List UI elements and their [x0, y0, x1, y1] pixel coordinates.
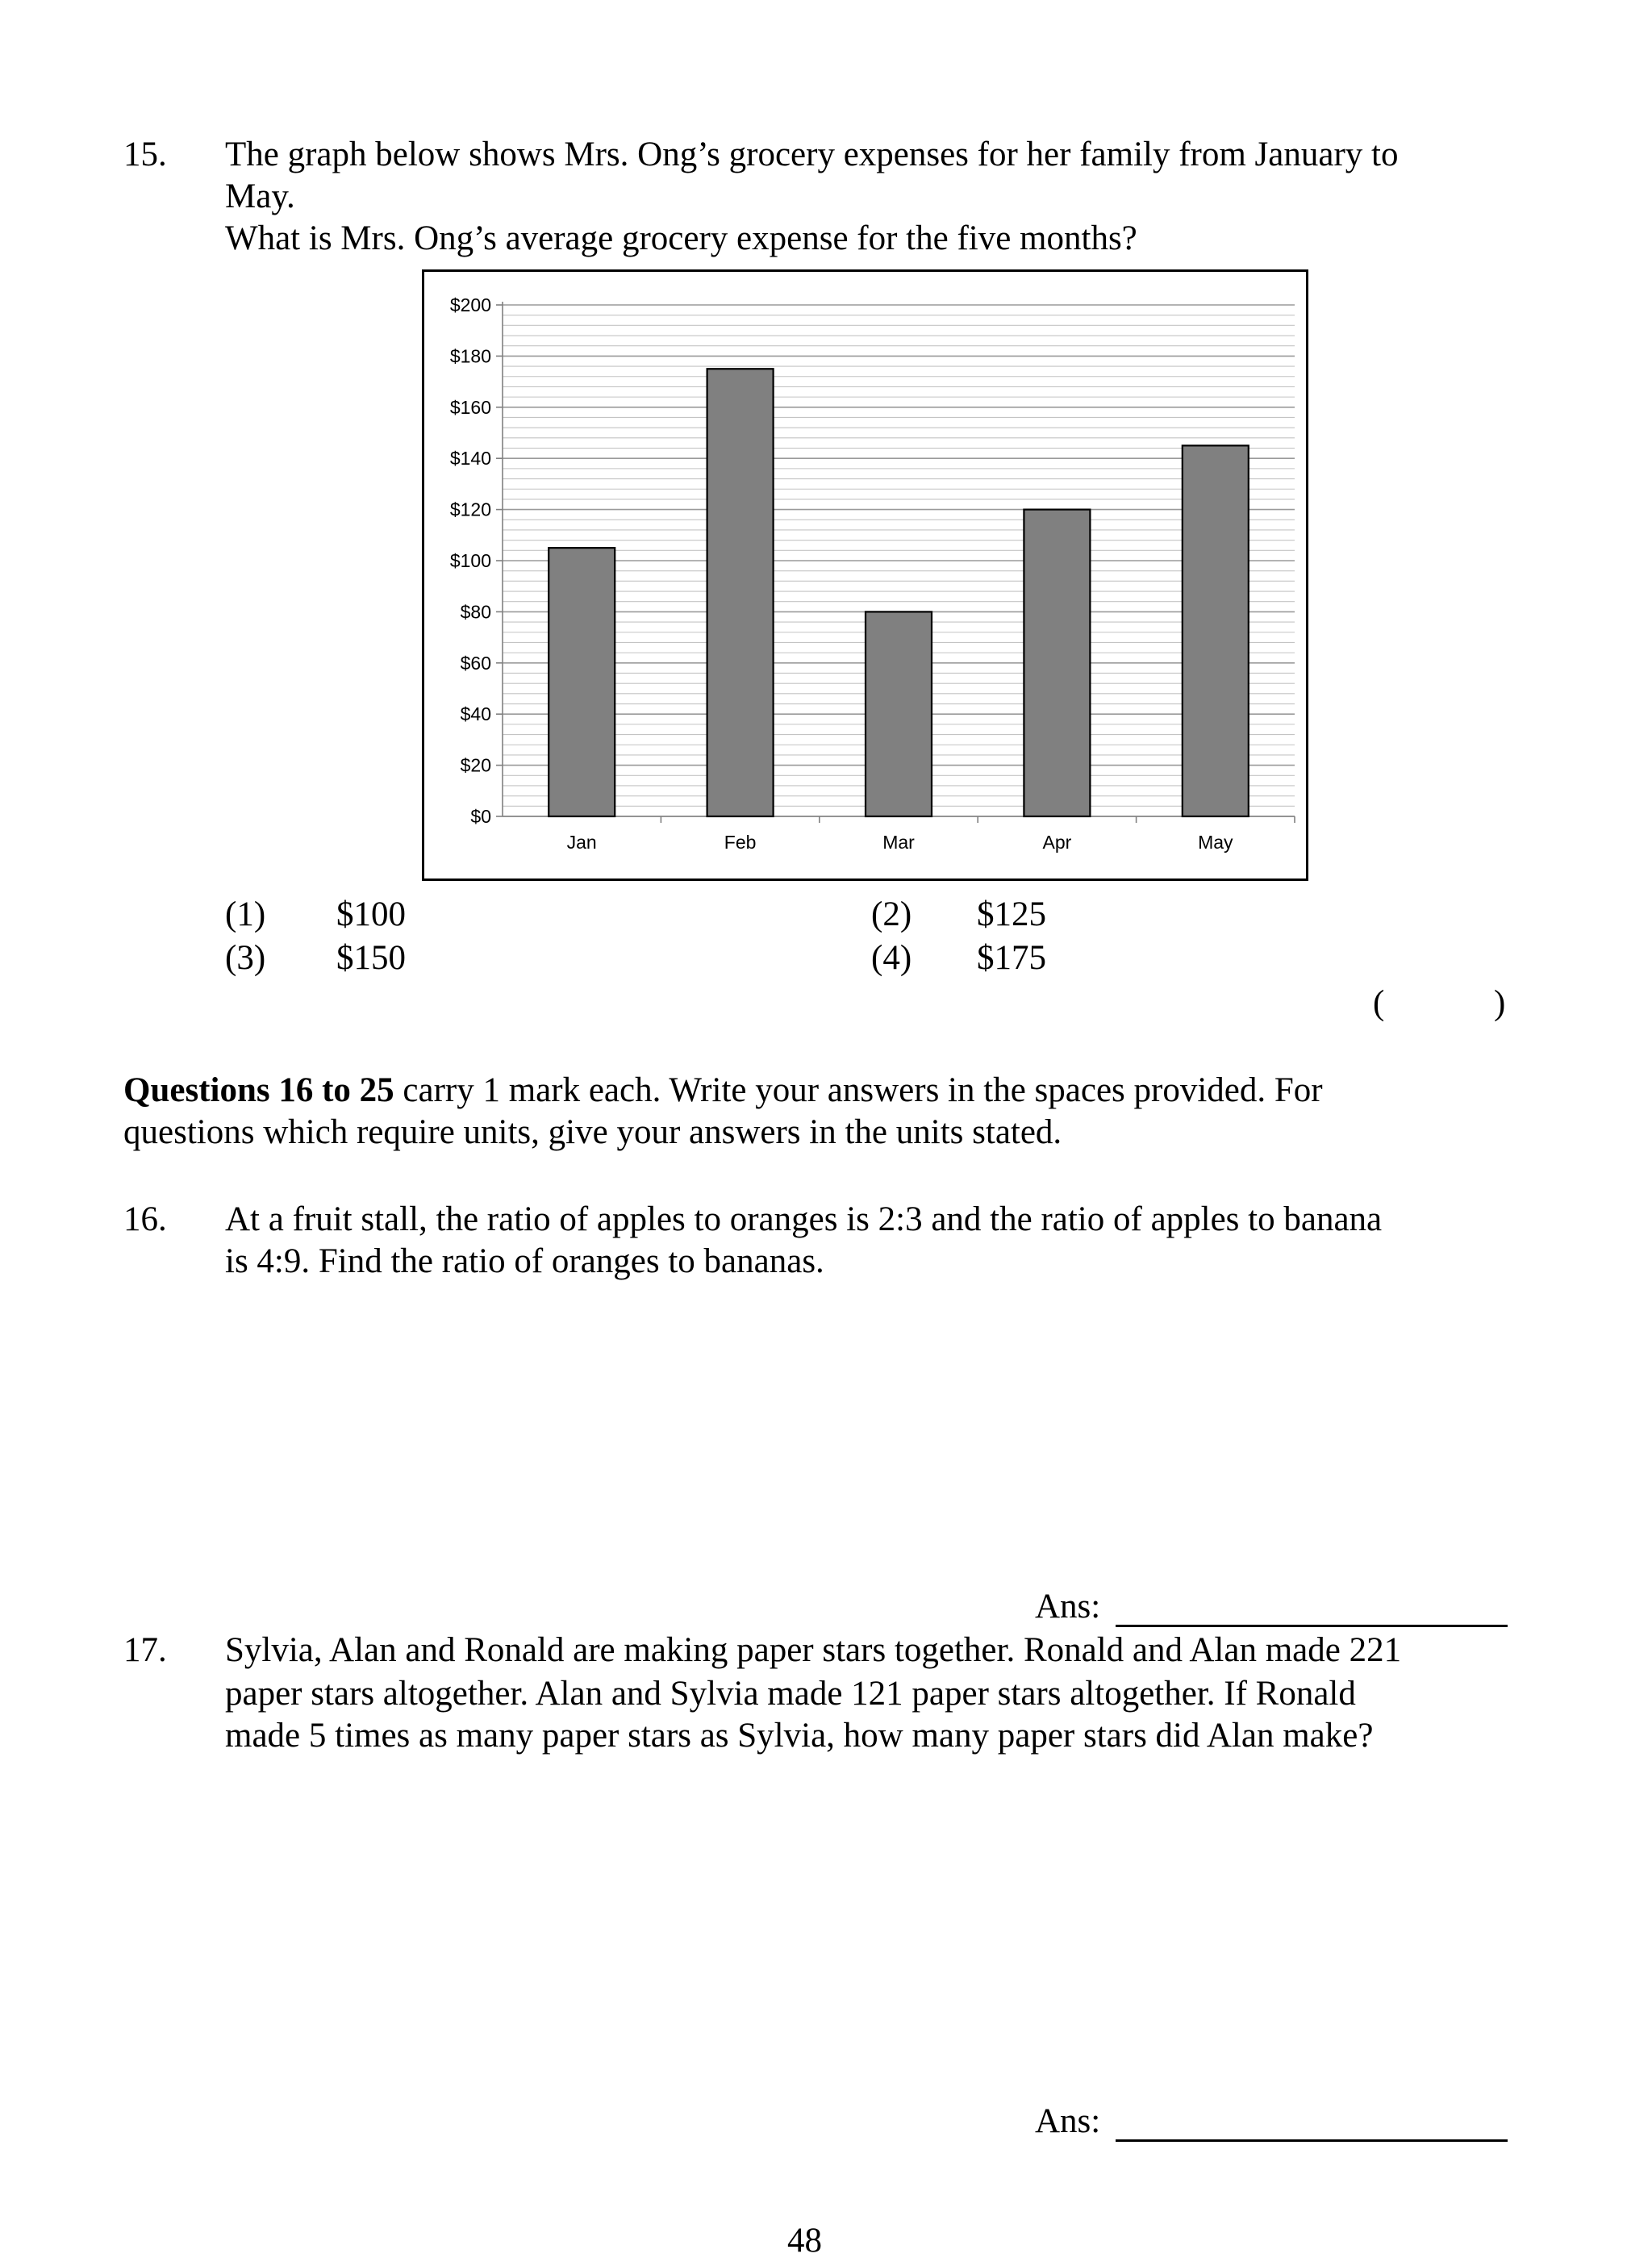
question-16-text-line1: At a fruit stall, the ratio of apples to oranges is 2:3 and the ratio of apples to banana — [225, 1200, 1383, 1238]
y-tick-label: $40 — [460, 703, 491, 725]
answer-bracket-close: ) — [1494, 984, 1506, 1022]
bar-apr — [1024, 510, 1090, 816]
y-tick-label: $0 — [470, 806, 491, 827]
instructions-bold: Questions 16 to 25 — [123, 1071, 394, 1109]
question-15-text-line3: What is Mrs. Ong’s average grocery expense for the five months? — [225, 219, 1137, 257]
option-2-value: $125 — [977, 895, 1046, 933]
option-1-label: (1) — [225, 895, 266, 933]
x-tick-label: Feb — [724, 832, 757, 853]
y-tick-label: $180 — [449, 345, 491, 367]
instructions-rest: carry 1 mark each. Write your answers in the spaces provided. For — [394, 1071, 1323, 1109]
question-15-text-line1: The graph below shows Mrs. Ong’s grocery expenses for her family from January to — [225, 136, 1399, 173]
x-tick-label: Jan — [566, 832, 597, 853]
question-15-text-line2: May. — [225, 177, 295, 215]
y-tick-label: $100 — [449, 550, 491, 571]
question-17-ans-label: Ans: — [1035, 2102, 1101, 2140]
question-16-ans-label: Ans: — [1035, 1588, 1101, 1626]
instructions-line2: questions which require units, give your answers in the units stated. — [123, 1113, 1062, 1151]
question-16-answer-line[interactable] — [1116, 1625, 1508, 1627]
option-3-label: (3) — [225, 939, 266, 977]
instructions-line1 — [123, 1070, 1323, 1112]
bar-may — [1183, 445, 1249, 816]
page-number: 48 — [787, 2222, 822, 2260]
x-tick-label: Apr — [1042, 832, 1072, 853]
x-tick-label: May — [1198, 832, 1233, 853]
x-tick-label: Mar — [882, 832, 915, 853]
bar-chart-svg — [424, 272, 1306, 879]
answer-bracket-open: ( — [1373, 984, 1385, 1022]
bar-feb — [707, 369, 774, 816]
option-3-value: $150 — [336, 939, 406, 977]
bar-jan — [549, 548, 615, 816]
option-1-value: $100 — [336, 895, 406, 933]
y-tick-label: $200 — [449, 294, 491, 315]
option-4-label: (4) — [871, 939, 912, 977]
question-17-number: 17. — [123, 1631, 167, 1669]
question-16-text-line2: is 4:9. Find the ratio of oranges to bananas. — [225, 1242, 824, 1280]
question-17-text-line3: made 5 times as many paper stars as Sylvia, how many paper stars did Alan make? — [225, 1717, 1374, 1755]
y-tick-label: $160 — [449, 396, 491, 418]
y-tick-label: $120 — [449, 499, 491, 520]
question-17-text-line2: paper stars altogether. Alan and Sylvia made 121 paper stars altogether. If Ronald — [225, 1675, 1356, 1713]
y-tick-label: $20 — [460, 754, 491, 776]
grocery-expense-chart — [422, 269, 1308, 881]
option-2-label: (2) — [871, 895, 912, 933]
question-15-number: 15. — [123, 136, 167, 173]
y-tick-label: $80 — [460, 601, 491, 623]
question-17-text-line1: Sylvia, Alan and Ronald are making paper stars together. Ronald and Alan made 221 — [225, 1631, 1402, 1669]
bar-mar — [866, 611, 932, 816]
question-16-number: 16. — [123, 1200, 167, 1238]
question-17-answer-line[interactable] — [1116, 2139, 1508, 2142]
y-tick-label: $140 — [449, 448, 491, 470]
y-tick-label: $60 — [460, 652, 491, 674]
option-4-value: $175 — [977, 939, 1046, 977]
